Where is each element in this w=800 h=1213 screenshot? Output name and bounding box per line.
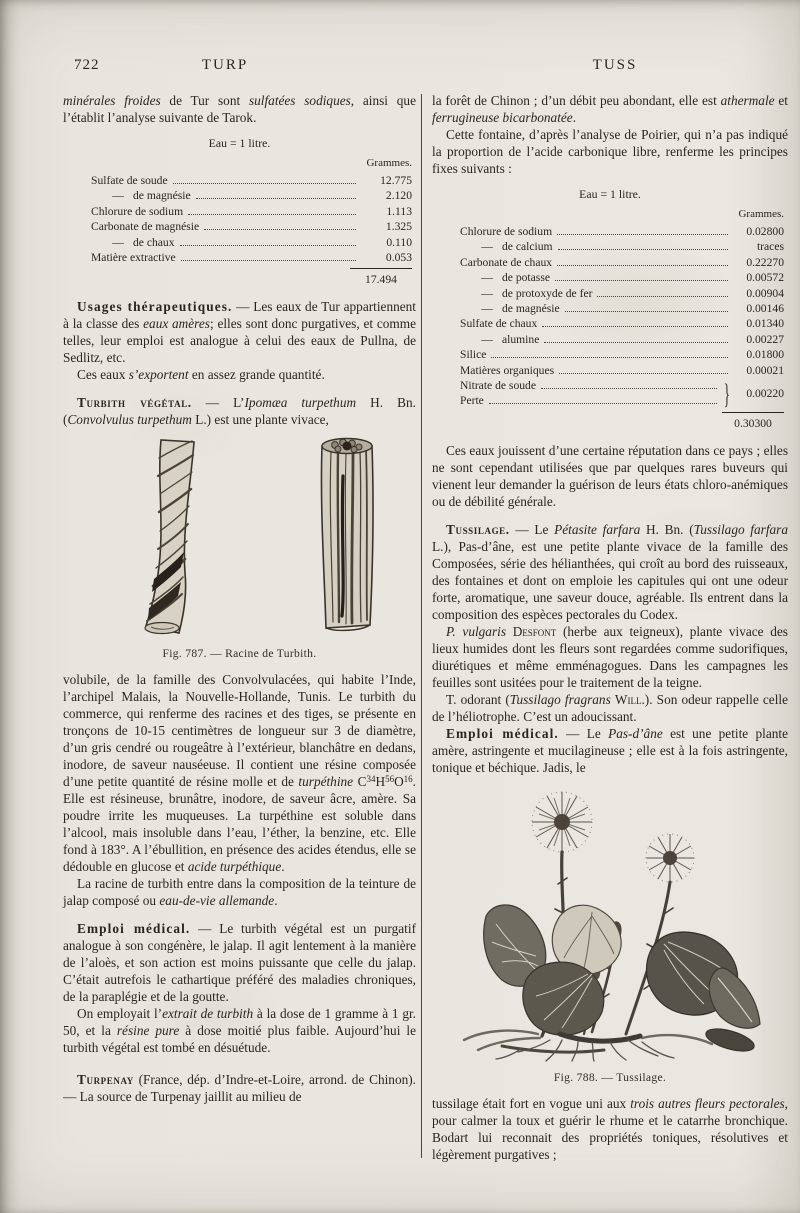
text-segment: H: [375, 774, 386, 790]
tussilage-plant-illustration: [442, 784, 778, 1062]
dash-ditto-mark: —: [481, 332, 493, 346]
dot-leader: [491, 356, 728, 358]
text-segment: Tussilage.: [446, 521, 510, 537]
dot-leader: [558, 248, 728, 250]
entry-tussilage: [432, 521, 788, 623]
table-row-label: Carbonate de chaux: [460, 255, 553, 269]
table-row: [432, 332, 788, 347]
table-row-label: Perte: [460, 394, 484, 408]
table-title: Eau = 1 litre.: [579, 187, 641, 201]
text-segment: Ces eaux jouissent d’une certaine réputation dans ce pays ; elles ne sont cependant utilisées que par quelques rares buveurs qui vienent leur demander la guérison de leurs états chloro-anémiques ou de débilité générale.: [432, 442, 788, 509]
text-segment: et: [774, 93, 788, 108]
text-segment: .: [572, 110, 577, 125]
text-segment: , ainsi que l’établit l’analyse suivante de Tarok.: [63, 93, 416, 125]
text-segment: [506, 624, 513, 639]
table-row-value: 0.00146: [746, 302, 784, 316]
dot-leader: [557, 233, 728, 235]
dot-leader: [196, 197, 356, 199]
dot-leader: [541, 387, 717, 389]
text-segment: — Le: [509, 521, 555, 537]
text-segment: O: [394, 774, 404, 790]
dot-leader: [542, 325, 728, 327]
table-row-label: Carbonate de magnésie: [91, 220, 200, 234]
text-segment: Usages thérapeutiques.: [77, 299, 233, 315]
text-segment: L.), Pas-d’âne, est une petite plante vivace de la famille des Composées, série des hélianthées, qui croît au bord des ruisseaux, des fontaines et dont on emploie les capitules qui ont une odeur forte, aromatique, une saveur douce, agréable. Ils entrent dans la composition des espèces pectorales du Codex.: [432, 538, 788, 622]
table-row-label: Sulfate de chaux: [460, 317, 538, 331]
figure-788-caption: Fig. 788. — Tussilage.: [553, 1070, 667, 1084]
text-segment: L.) est une plante vivace,: [191, 412, 329, 428]
dot-leader: [555, 279, 728, 281]
paragraph-reputation: [432, 442, 788, 510]
dash-ditto-mark: —: [112, 235, 124, 249]
text-segment: extrait de turbith: [162, 1006, 254, 1022]
dot-leader: [489, 402, 717, 404]
text-segment: Ces eaux: [77, 367, 129, 383]
dot-leader: [180, 244, 356, 246]
text-segment: — Les eaux de Tur appartiennent à la classe des: [63, 299, 416, 332]
table-row-value: 0.02800: [746, 225, 784, 238]
dot-leader: [188, 213, 356, 215]
table-row-label: Sulfate de soude: [91, 174, 168, 187]
table-row-label: Matière extractive: [91, 251, 176, 265]
table-row: [432, 286, 788, 301]
table-row-label: de magnésie: [133, 189, 191, 203]
text-segment: Emploi médical.: [446, 725, 559, 741]
analysis-table-tur: [63, 135, 416, 288]
dot-leader: [544, 341, 728, 343]
table-row-value: 0.110: [386, 235, 412, 249]
text-segment: La racine de turbith entre dans la composition de la teinture de jalap composé ou: [63, 876, 416, 909]
entry-turbith-vegetal: [63, 394, 416, 428]
text-segment: ). Son odeur rappelle celle de l’héliotrophe. C’est un adoucissant.: [432, 691, 788, 724]
table-row-value: 1.113: [386, 204, 412, 218]
dash-ditto-mark: —: [112, 189, 124, 203]
dot-leader: [559, 372, 728, 374]
text-segment: — Le: [558, 725, 609, 741]
table-unit-label: Grammes.: [366, 157, 412, 169]
table-row: [432, 363, 788, 378]
paragraph-continuation-turpenay: [432, 92, 788, 126]
paragraph-p-vulgaris: [432, 623, 788, 691]
text-segment: Turbith végétal.: [77, 395, 192, 411]
table-row: [63, 219, 416, 234]
table-row-label: Matières organiques: [460, 363, 555, 377]
table-row: [432, 270, 788, 285]
dot-leader: [557, 264, 728, 266]
dash-ditto-mark: —: [481, 286, 493, 300]
text-segment: Pétasite farfara: [554, 521, 641, 537]
text-segment: minérales froides: [63, 93, 161, 108]
figure-787: [63, 436, 416, 662]
paragraph-turbith-description: [63, 671, 416, 875]
dot-leader: [204, 228, 356, 230]
table-total-row: [432, 412, 788, 432]
text-segment: Desfont: [512, 623, 557, 639]
analysis-table-turpenay: [432, 186, 788, 432]
table-row-value: 0.053: [385, 251, 412, 265]
table-row-value: 0.00227: [746, 332, 784, 346]
running-title-left: TURP: [201, 57, 249, 73]
table-row-label: de protoxyde de fer: [502, 286, 593, 300]
paragraph-emploi-medical-tussilage: [432, 725, 788, 776]
dot-leader: [597, 295, 728, 297]
paragraph-emploi-medical-turbith: [63, 920, 416, 1005]
text-segment: la forêt de Chinon ; d’un débit peu abondant, elle est: [432, 93, 721, 108]
paragraph-turbith-jalap: [63, 875, 416, 909]
text-segment: — Le turbith végétal est un purgatif analogue à son congénère, le jalap. Il agit lentement à la manière de l’aloès, et son action est moins puissante que celle du jalap. C’était autrefois le cathartique préféré des maladies chroniques, de la paraplégie et de la goutte.: [63, 921, 416, 1005]
table-unit-label: Grammes.: [738, 208, 784, 220]
table-row-value: 2.120: [385, 189, 412, 203]
text-segment: Convolvulus turpethum: [67, 412, 192, 428]
text-segment: Emploi médical.: [77, 921, 191, 937]
table-row-value: 12.775: [380, 174, 412, 187]
table-row-label: alumine: [502, 332, 540, 346]
table-row-value: 0.00904: [746, 286, 784, 300]
paragraph-fontaine-poirier: [432, 126, 788, 177]
text-segment: athermale: [720, 93, 775, 108]
dash-ditto-mark: —: [481, 302, 493, 316]
text-segment: tussilage était fort en vogue uni aux: [432, 1095, 631, 1111]
text-segment: , pour calmer la toux et guérir le rhume et le catarrhe bronchique. Bodart lui reconnait des propriétés toniques, résolutives et légèrement purgatives ;: [432, 1095, 788, 1162]
brace-glyph: }: [723, 376, 730, 410]
text-segment: — L’: [191, 395, 245, 411]
table-row-value: 0.00572: [746, 271, 784, 285]
table-total-row: [63, 268, 416, 288]
text-segment: 16: [403, 774, 413, 785]
running-header: [0, 57, 800, 77]
text-segment: sulfatées sodiques: [248, 93, 351, 108]
text-segment: en assez grande quantité.: [188, 367, 325, 383]
table-row-value: 0.22270: [746, 255, 784, 269]
entry-turpenay: [63, 1071, 416, 1105]
table-rows: [63, 173, 416, 265]
text-segment: à la dose de 1 gramme à 1 gr. 50, et la: [63, 1006, 416, 1039]
table-row: [432, 393, 721, 408]
text-segment: acide turpéthique: [187, 859, 282, 875]
text-segment: .: [281, 859, 285, 875]
figure-787-caption: Fig. 787. — Racine de Turbith.: [162, 647, 317, 661]
dash-ditto-mark: —: [481, 271, 493, 285]
text-segment: Turpenay: [77, 1072, 134, 1088]
text-segment: 56: [385, 774, 395, 785]
table-row-value: 0.01340: [746, 317, 784, 331]
table-row-label: de magnésie: [502, 302, 560, 316]
text-segment: Will.: [614, 691, 645, 707]
table-row-label: Chlorure de sodium: [91, 204, 184, 218]
table-row-label: de chaux: [133, 235, 175, 249]
text-segment: .: [274, 893, 278, 909]
table-row-label: de potasse: [502, 271, 550, 285]
text-segment: de Tur sont: [160, 93, 249, 108]
paragraph-t-odorant: [432, 691, 788, 725]
right-column: [432, 92, 788, 1163]
table-row: [63, 204, 416, 219]
table-row: [63, 188, 416, 203]
text-segment: eau-de-vie allemande: [159, 893, 275, 909]
paragraph-export: [63, 366, 416, 383]
text-segment: H. Bn. (: [63, 395, 416, 428]
dash-ditto-mark: —: [481, 240, 493, 254]
table-row-label: Nitrate de soude: [460, 379, 536, 393]
paragraph-usages-therapeutiques: [63, 298, 416, 366]
text-segment: résine pure: [116, 1023, 180, 1039]
table-row-label: Silice: [460, 348, 487, 362]
column-divider-rule: [421, 94, 422, 1158]
text-segment: Pas-d’âne: [608, 725, 663, 741]
text-segment: Tussilago farfara: [693, 521, 788, 537]
left-column: [63, 92, 416, 1105]
table-row: [432, 224, 788, 239]
table-row-value: 0.00021: [746, 363, 784, 377]
table-row: [432, 316, 788, 331]
text-segment: à dose moitié plus faible. Aujourd’hui le turbith végétal est tombé en désuétude.: [63, 1023, 417, 1056]
table-row-label: Chlorure de sodium: [460, 225, 553, 238]
text-segment: eaux amères: [143, 316, 210, 332]
dot-leader: [173, 182, 356, 184]
text-segment: ferrugineuse bicarbonatée: [432, 110, 573, 125]
text-segment: (France, dép. d’Indre-et-Loire, arrond. de Chinon). — La source de Turpenay jaillit au milieu de: [63, 1072, 416, 1105]
table-row: [63, 235, 416, 250]
text-segment: P. vulgaris: [446, 623, 506, 639]
paragraph-tussilage-vogue: [432, 1095, 788, 1163]
dot-leader: [565, 310, 728, 312]
text-segment: . Elle est résineuse, brunâtre, inodore, de saveur âcre, amère. Sa poudre irrite les muqueuses. La turpéthine est soluble dans l’alcool, mais insoluble dans l’eau, l’éther, la benzine, etc. Elle fond à 183°. A l’ébullition, en présence des acides étendus, elle se dédouble en glucose et: [63, 774, 416, 875]
table-total-value: 17.494: [350, 268, 412, 288]
text-segment: volubile, de la famille des Convolvulacées, qui habite l’Inde, l’archipel Malais, la Nouvelle-Hollande, Tunis. Le turbith du commerce, qui renferme des racines et des tiges, se présente en tronçons de 10-15 centimètres de longueur sur 3 de diamètre, d’un gris cendré ou rougeâtre à l’extérieur, blanchâtre en dedans, inodore, de saveur nauséeuse. Il contient une résine composée d’une petite quantité de résine molle et de: [63, 672, 416, 790]
text-segment: T. odorant (: [446, 691, 510, 707]
table-row: [432, 301, 788, 316]
dot-leader: [181, 259, 356, 261]
table-row-value: 1.325: [385, 220, 412, 234]
paragraph-continuation: [63, 92, 416, 126]
table-row-label: de calcium: [502, 240, 553, 254]
table-row: [432, 347, 788, 362]
brace-group-value: 0.00220: [746, 386, 784, 400]
text-segment: trois autres fleurs pectorales: [630, 1095, 785, 1111]
brace-group-labels: [432, 378, 721, 409]
text-segment: On employait l’: [77, 1006, 163, 1022]
turbith-roots-illustration: [75, 436, 405, 638]
table-total-value: 0.30300: [722, 412, 784, 432]
table-title: Eau = 1 litre.: [208, 136, 271, 150]
table-row: [432, 255, 788, 270]
table-rows: [432, 224, 788, 378]
table-row-value: 0.01800: [746, 348, 784, 362]
text-segment: (herbe aux teigneux), plante vivace des lieux humides dont les fleurs sont regardées comme sudorifiques, diurétiques et même emménagogues. Dans les campagnes les feuilles sont usitées pour le traitement de la teigne.: [432, 623, 788, 690]
table-row: [432, 239, 788, 254]
paragraph-dosage: [63, 1005, 416, 1056]
text-segment: Cette fontaine, d’après l’analyse de Poirier, qui n’a pas indiqué la proportion de l’acide carbonique libre, renferme les principes fixes suivants :: [432, 127, 788, 176]
table-row: [63, 250, 416, 265]
running-title-right: TUSS: [592, 57, 638, 73]
text-segment: Ipomæa turpethum: [244, 395, 357, 411]
text-segment: turpéthine: [298, 774, 354, 790]
text-segment: s’exportent: [128, 367, 189, 383]
table-row: [432, 378, 721, 393]
table-row: [63, 173, 416, 188]
text-segment: H. Bn. (: [640, 521, 694, 537]
table-row-value: traces: [756, 240, 784, 254]
text-segment: ; elles sont donc purgatives, et comme telles, leur emploi est analogue à celui des eaux de Pullna, de Sedlitz, etc.: [63, 316, 416, 366]
figure-788: [432, 784, 788, 1086]
text-segment: 34: [366, 774, 376, 785]
page-number: 722: [74, 57, 100, 73]
table-brace-group: [432, 378, 788, 409]
text-segment: C: [353, 774, 367, 790]
text-segment: Tussilago fragrans: [509, 691, 611, 707]
text-segment: est une petite plante amère, astringente et mucilagineuse ; elle est à la fois astringente, tonique et béchique. Jadis, le: [432, 725, 788, 775]
